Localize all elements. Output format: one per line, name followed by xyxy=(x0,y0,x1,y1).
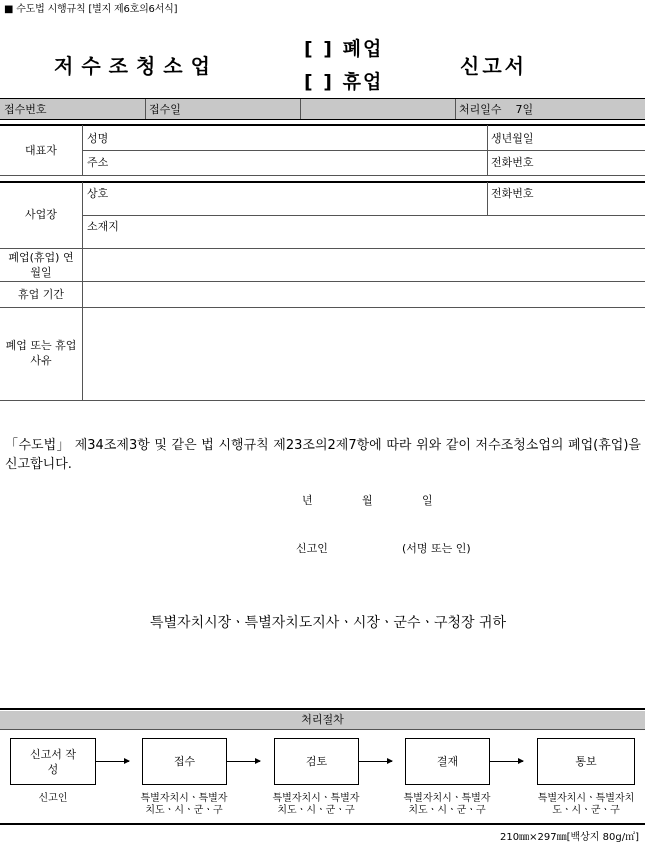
step-2-arrow xyxy=(227,761,260,762)
step-2-caption: 특별자치시ㆍ특별자치도ㆍ시ㆍ군ㆍ구 xyxy=(140,793,228,816)
option-closure-checkbox[interactable]: [ ] 폐업 xyxy=(304,38,384,60)
date-day-label: 일 xyxy=(422,494,433,507)
closure-date-label: 폐업(휴업) 연월일 xyxy=(8,251,74,279)
step-4-box: 결재 xyxy=(405,738,490,785)
suspension-period-field[interactable] xyxy=(83,282,645,307)
business-phone-field[interactable]: 전화번호 xyxy=(491,187,534,200)
step-4-arrow xyxy=(490,761,523,762)
business-trade-name-field[interactable]: 상호 xyxy=(87,187,109,200)
step-2-box: 접수 xyxy=(142,738,227,785)
receipt-date-label: 접수일 xyxy=(149,103,181,116)
procedure-header xyxy=(0,711,645,730)
reason-label: 폐업 또는 휴업 사유 xyxy=(5,339,77,367)
business-label: 사업장 xyxy=(25,208,57,221)
form-header: ■ 수도법 시행규칙 [별지 제6호의6서식] xyxy=(4,4,178,15)
step-4-caption: 특별자치시ㆍ특별자치도ㆍ시ㆍ군ㆍ구 xyxy=(403,793,491,816)
representative-phone-field[interactable]: 전화번호 xyxy=(491,156,534,169)
business-location-field[interactable]: 소재지 xyxy=(87,220,119,233)
form-title-right: 신고서 xyxy=(460,54,527,78)
reason-field[interactable] xyxy=(83,308,645,400)
addressee: 특별자치시장ㆍ특별자치도지사ㆍ시장ㆍ군수ㆍ구청장 귀하 xyxy=(150,615,507,631)
step-1-arrow xyxy=(96,761,129,762)
receipt-row xyxy=(0,98,645,120)
processing-period xyxy=(455,99,645,119)
applicant-label: 신고인 xyxy=(296,542,328,555)
applicant-sign[interactable]: (서명 또는 인) xyxy=(402,542,471,555)
date-year-label: 년 xyxy=(302,494,313,507)
representative-label: 대표자 xyxy=(25,144,57,157)
step-3-box: 검토 xyxy=(274,738,359,785)
step-3-caption: 특별자치시ㆍ특별자치도ㆍ시ㆍ군ㆍ구 xyxy=(272,793,360,816)
option-suspension-checkbox[interactable]: [ ] 휴업 xyxy=(304,71,384,93)
declaration-text: 「수도법」 제34조제3항 및 같은 법 시행규칙 제23조의2제7항에 따라 위와 같이 저수조청소업의 폐업(휴업)을 신고합니다. xyxy=(5,438,641,472)
date-month-label: 월 xyxy=(362,494,373,507)
receipt-number-label: 접수번호 xyxy=(4,103,47,116)
procedure-title: 처리절차 xyxy=(301,713,344,726)
step-5-box: 통보 xyxy=(537,738,635,785)
representative-address-field[interactable]: 주소 xyxy=(87,156,109,169)
representative-name-field[interactable]: 성명 xyxy=(87,132,109,145)
form-title-main: 저수조청소업 xyxy=(54,54,218,78)
closure-date-field[interactable] xyxy=(83,249,645,281)
processing-period-label: 처리일수 xyxy=(459,103,502,116)
representative-birth-field[interactable]: 생년월일 xyxy=(491,132,534,145)
paper-spec-footer: 210㎜×297㎜[백상지 80g/㎡] xyxy=(500,832,639,843)
step-1-caption: 신고인 xyxy=(38,793,68,804)
suspension-period-label: 휴업 기간 xyxy=(17,288,64,301)
step-1-box: 신고서 작성 xyxy=(10,738,96,785)
step-3-arrow xyxy=(359,761,392,762)
processing-period-value: 7일 xyxy=(515,103,534,116)
step-5-caption: 특별자치시ㆍ특별자치도ㆍ시ㆍ군ㆍ구 xyxy=(537,793,635,816)
